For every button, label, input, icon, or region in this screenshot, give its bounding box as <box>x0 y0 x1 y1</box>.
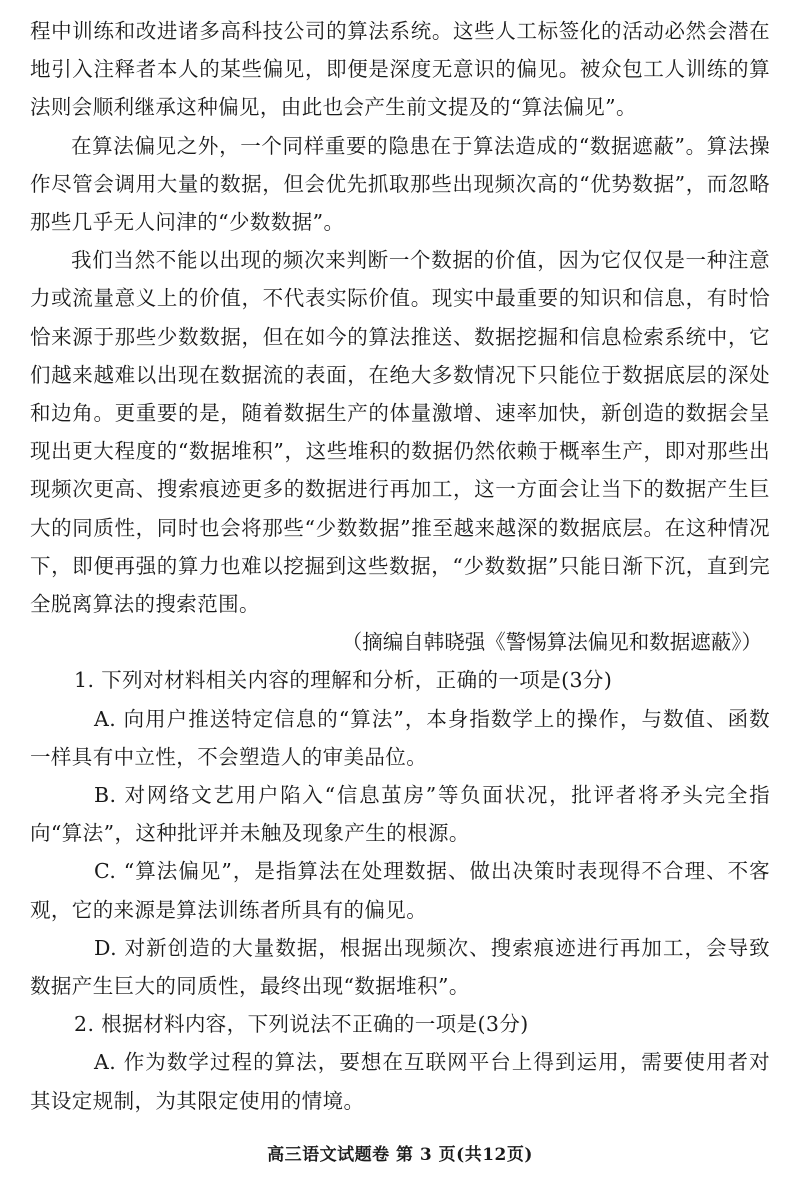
passage-source: （摘编自韩晓强《警惕算法偏见和数据遮蔽》） <box>341 630 762 655</box>
question-1-option-c: C. “算法偏见”，是指算法在处理数据、做出决策时表现得不合理、不客观，它的来源是算法训练者所具有的偏见。 <box>30 859 770 922</box>
question-1-option-d: D. 对新创造的大量数据，根据出现频次、搜索痕迹进行再加工，会导致数据产生巨大的同质性，最终出现“数据堆积”。 <box>30 935 770 999</box>
question-1-option-b: B. 对网络文艺用户陷入“信息茧房”等负面状况，批评者将矛头完全指向“算法”，这种批评并未触及现象产生的根源。 <box>30 783 770 846</box>
passage-paragraph-3: 我们当然不能以出现的频次来判断一个数据的价值，因为它仅仅是一种注意力或流量意义上的价值，不代表实际价值。现实中最重要的知识和信息，有时恰恰来源于那些少数数据，但在如今的算法推送、数据挖掘和信息检索系统中，它们越来越难以出现在数据流的表面，在绝大多数情况下只能位于数据底层的深处和边角。更重要的是，随着数据生产的体量激增、速率加快，新创造的数据会呈现出更大程度的“数据堆积”，这些堆积的数据仍然依赖于概率生产，即对那些出现频次更高、搜索痕迹更多的数据进行再加工，这一方面会让当下的数据产生巨大的同质性，同时也会将那些“少数数据”推至越来越深的数据底层。在这种情况下，即便再强的算力也难以挖掘到这些数据，“少数数据”只能日渐下沉，直到完全脱离算法的搜索范围。 <box>30 248 770 617</box>
passage-paragraph-1: 程中训练和改进诸多高科技公司的算法系统。这些人工标签化的活动必然会潜在地引入注释者本人的某些偏见，即便是深度无意识的偏见。被众包工人训练的算法则会顺利继承这种偏见，由此也会产生前文提及的“算法偏见”。 <box>30 19 770 120</box>
question-2-stem: 2. 根据材料内容，下列说法不正确的一项是(3分) <box>74 1012 529 1037</box>
passage-paragraph-2: 在算法偏见之外，一个同样重要的隐患在于算法造成的“数据遮蔽”。算法操作尽管会调用大量的数据，但会优先抓取那些出现频次高的“优势数据”，而忽略那些几乎无人问津的“少数数据”。 <box>30 133 770 235</box>
question-2-option-a: A. 作为数学过程的算法，要想在互联网平台上得到运用，需要使用者对其设定规制，为其限定使用的情境。 <box>30 1050 770 1113</box>
question-1-stem: 1. 下列对材料相关内容的理解和分析，正确的一项是(3分) <box>74 668 613 693</box>
question-1-option-a: A. 向用户推送特定信息的“算法”，本身指数学上的操作，与数值、函数一样具有中立性，不会塑造人的审美品位。 <box>30 706 770 769</box>
page-footer: 高三语文试题卷 第 3 页(共12页) <box>267 1145 533 1165</box>
